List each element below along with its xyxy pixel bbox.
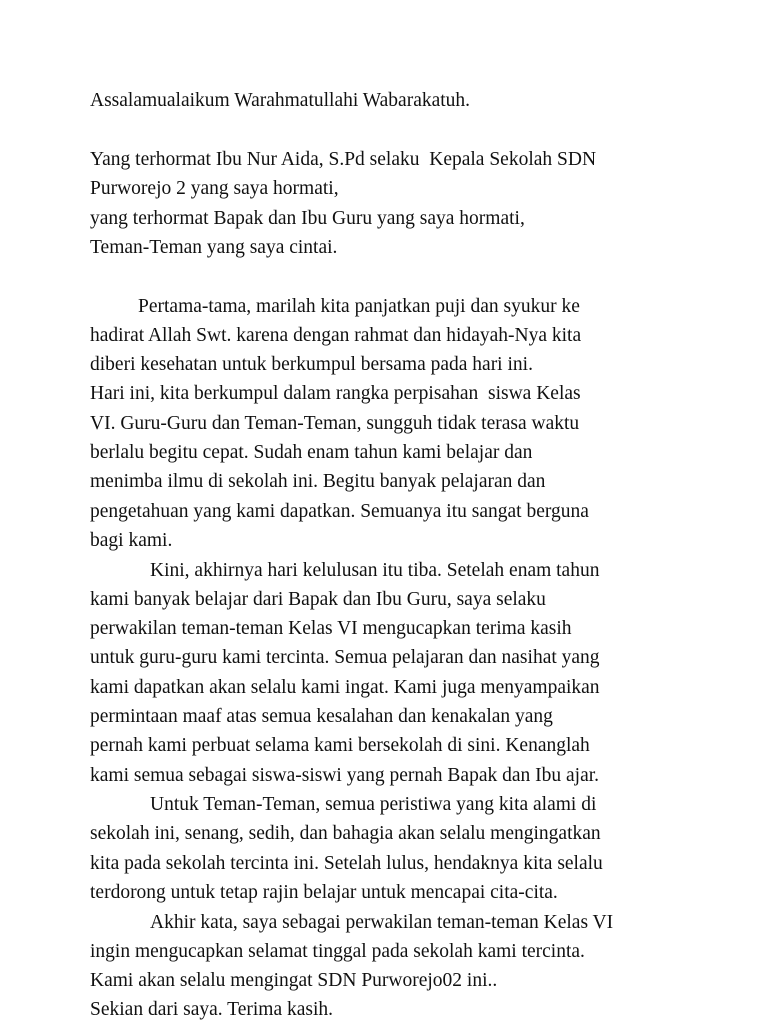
body-line: hadirat Allah Swt. karena dengan rahmat dan hidayah-Nya kita bbox=[90, 325, 582, 346]
greeting-line: Assalamualaikum Warahmatullahi Wabarakatuh. bbox=[90, 90, 471, 111]
body-line: ingin mengucapkan selamat tinggal pada sekolah kami tercinta. bbox=[90, 941, 585, 962]
body-line: Hari ini, kita berkumpul dalam rangka perpisahan siswa Kelas bbox=[90, 383, 581, 404]
body-line: Akhir kata, saya sebagai perwakilan teman-teman Kelas VI bbox=[150, 912, 614, 933]
body-line: Pertama-tama, marilah kita panjatkan puji dan syukur ke bbox=[138, 296, 580, 317]
body-line: pengetahuan yang kami dapatkan. Semuanya itu sangat berguna bbox=[90, 501, 589, 522]
salutation-line: Purworejo 2 yang saya hormati, bbox=[90, 178, 339, 199]
body-line: berlalu begitu cepat. Sudah enam tahun kami belajar dan bbox=[90, 442, 533, 463]
body-line: perwakilan teman-teman Kelas VI mengucapkan terima kasih bbox=[90, 618, 572, 639]
body-line: diberi kesehatan untuk berkumpul bersama pada hari ini. bbox=[90, 354, 533, 375]
body-line: Untuk Teman-Teman, semua peristiwa yang kita alami di bbox=[150, 794, 597, 815]
body-line: permintaan maaf atas semua kesalahan dan kenakalan yang bbox=[90, 706, 553, 727]
body-line: untuk guru-guru kami tercinta. Semua pelajaran dan nasihat yang bbox=[90, 647, 600, 668]
salutation-line: Yang terhormat Ibu Nur Aida, S.Pd selaku Kepala Sekolah SDN bbox=[90, 149, 597, 170]
body-line: kami banyak belajar dari Bapak dan Ibu Guru, saya selaku bbox=[90, 589, 546, 610]
salutation-line: Teman-Teman yang saya cintai. bbox=[90, 237, 338, 258]
body-line: Kini, akhirnya hari kelulusan itu tiba. Setelah enam tahun bbox=[150, 560, 600, 581]
body-line: Sekian dari saya. Terima kasih. bbox=[90, 999, 334, 1020]
body-line: pernah kami perbuat selama kami bersekolah di sini. Kenanglah bbox=[90, 735, 590, 756]
body-line: menimba ilmu di sekolah ini. Begitu banyak pelajaran dan bbox=[90, 471, 546, 492]
body-line: Kami akan selalu mengingat SDN Purworejo02 ini.. bbox=[90, 970, 498, 991]
body-line: kami dapatkan akan selalu kami ingat. Kami juga menyampaikan bbox=[90, 677, 600, 698]
body-line: VI. Guru-Guru dan Teman-Teman, sungguh tidak terasa waktu bbox=[90, 413, 580, 434]
body-line: kami semua sebagai siswa-siswi yang pernah Bapak dan Ibu ajar. bbox=[90, 765, 600, 786]
body-line: bagi kami. bbox=[90, 530, 173, 551]
salutation-line: yang terhormat Bapak dan Ibu Guru yang saya hormati, bbox=[90, 208, 525, 229]
body-line: sekolah ini, senang, sedih, dan bahagia akan selalu mengingatkan bbox=[90, 823, 601, 844]
body-line: terdorong untuk tetap rajin belajar untuk mencapai cita-cita. bbox=[90, 882, 558, 903]
body-line: kita pada sekolah tercinta ini. Setelah lulus, hendaknya kita selalu bbox=[90, 853, 603, 874]
